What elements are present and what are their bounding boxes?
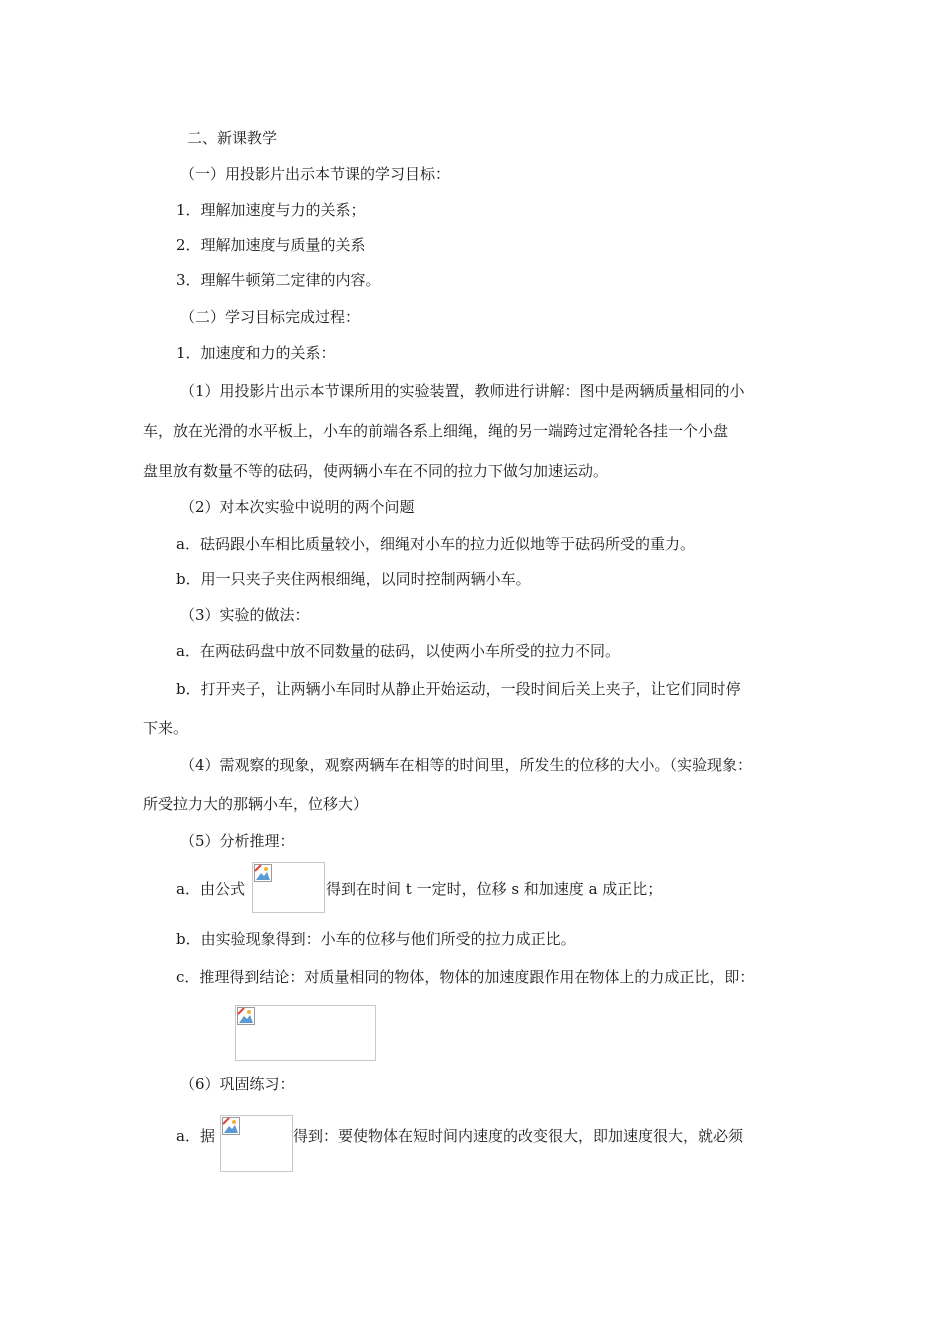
paragraph-line: 得到：要使物体在短时间内速度的改变很大，即加速度很大，就必须 [293, 1127, 744, 1145]
paragraph-line: （6）巩固练习： [180, 1075, 295, 1093]
paragraph-line: （5）分析推理： [180, 832, 295, 850]
formula-image [235, 1005, 376, 1061]
paragraph-line: （一）用投影片出示本节课的学习目标： [180, 165, 451, 183]
paragraph-line: （二）学习目标完成过程： [180, 308, 361, 326]
section-heading: 二、新课教学 [187, 129, 278, 147]
list-item: 1．理解加速度与力的关系； [176, 201, 366, 219]
formula-image [220, 1115, 293, 1172]
list-item: 2．理解加速度与质量的关系 [176, 236, 366, 254]
paragraph-line: （2）对本次实验中说明的两个问题 [180, 498, 415, 516]
paragraph-line: 盘里放有数量不等的砝码，使两辆小车在不同的拉力下做匀加速运动。 [143, 462, 609, 480]
paragraph-line: b．用一只夹子夹住两根细绳，以同时控制两辆小车。 [176, 570, 531, 588]
paragraph-line: （3）实验的做法： [180, 606, 310, 624]
broken-image-icon [237, 1007, 255, 1025]
paragraph-line: 所受拉力大的那辆小车，位移大） [143, 795, 369, 813]
paragraph-line: a．砝码跟小车相比质量较小，细绳对小车的拉力近似地等于砝码所受的重力。 [176, 535, 695, 553]
paragraph-line: c．推理得到结论：对质量相同的物体，物体的加速度跟作用在物体上的力成正比，即： [176, 968, 755, 986]
paragraph-line: b．打开夹子，让两辆小车同时从静止开始运动，一段时间后关上夹子，让它们同时停 [176, 680, 741, 698]
list-item: 1．加速度和力的关系： [176, 344, 336, 362]
paragraph-line: a．由公式 [176, 880, 245, 898]
paragraph-line: 下来。 [143, 719, 189, 737]
paragraph-line: 得到在时间 t 一定时，位移 s 和加速度 a 成正比； [326, 880, 663, 898]
formula-image [252, 862, 325, 913]
broken-image-icon [254, 864, 272, 882]
list-item: 3．理解牛顿第二定律的内容。 [176, 271, 381, 289]
broken-image-icon [222, 1117, 240, 1135]
paragraph-line: a．据 [176, 1127, 215, 1145]
paragraph-line: a．在两砝码盘中放不同数量的砝码，以使两小车所受的拉力不同。 [176, 642, 620, 660]
paragraph-line: （1）用投影片出示本节课所用的实验装置，教师进行讲解：图中是两辆质量相同的小 [180, 382, 745, 400]
paragraph-line: 车，放在光滑的水平板上，小车的前端各系上细绳，绳的另一端跨过定滑轮各挂一个小盘 [143, 422, 729, 440]
paragraph-line: （4）需观察的现象，观察两辆车在相等的时间里，所发生的位移的大小。（实验现象： [180, 756, 753, 774]
paragraph-line: b．由实验现象得到：小车的位移与他们所受的拉力成正比。 [176, 930, 576, 948]
